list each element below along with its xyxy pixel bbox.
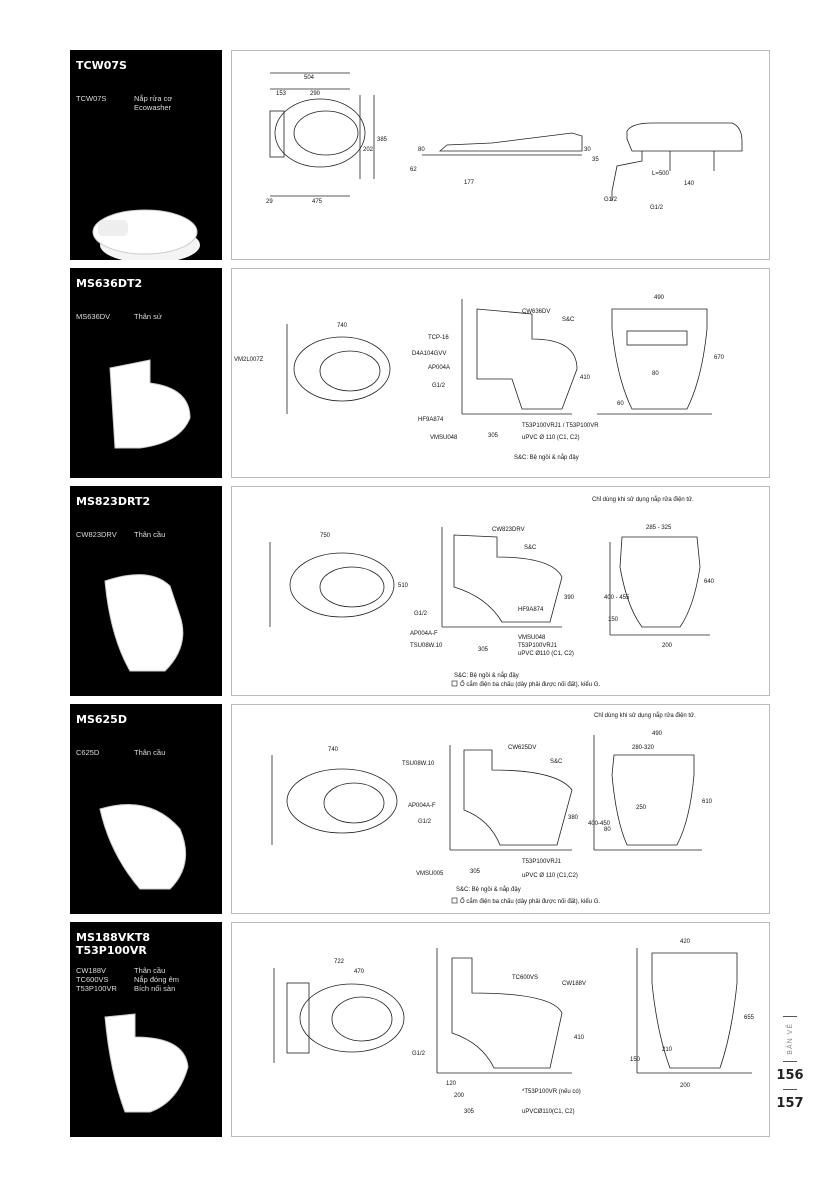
dim-label: CW636DV — [522, 309, 551, 315]
dim-label: TCP-16 — [428, 335, 449, 341]
drawing-note: S&C: Bệ ngồi & nắp đậy — [456, 887, 521, 893]
part-desc: Nắp rửa cơ Ecowasher — [134, 94, 173, 112]
product-code: MS823DRT2 — [76, 495, 151, 508]
page-number: 157 — [776, 1095, 804, 1111]
product-code: TCW07S — [76, 59, 127, 72]
dim-label: 655 — [744, 1015, 755, 1021]
dim-label: 740 — [337, 323, 348, 329]
product-photo-panel — [70, 704, 222, 914]
dim-label: 150 — [630, 1057, 641, 1063]
dim-label: 200 — [662, 643, 673, 649]
dim-label: G1/2 — [414, 611, 428, 617]
dim-label: 120 — [446, 1081, 457, 1087]
dim-label: G1/2 — [604, 197, 618, 203]
dim-label: uPVC Ø110 (C1, C2) — [518, 651, 574, 657]
product-photo — [70, 50, 222, 260]
technical-drawing — [232, 51, 771, 261]
dim-label: 610 — [702, 799, 713, 805]
page-number: 156 — [776, 1067, 804, 1083]
part-desc: Bích nối sàn — [134, 984, 176, 993]
dim-label: TC600VS — [512, 975, 539, 981]
dim-label: G1/2 — [418, 819, 432, 825]
product-code: MS625D — [76, 713, 127, 726]
dim-label: 250 — [636, 805, 647, 811]
dim-label: 490 — [652, 731, 663, 737]
dim-label: 400-450 — [588, 821, 611, 827]
dim-label: 750 — [320, 533, 331, 539]
divider — [783, 1061, 797, 1062]
dim-label: G1/2 — [650, 205, 664, 211]
dim-label: 80 — [604, 827, 611, 833]
dim-label: AP004A-F — [408, 803, 436, 809]
dim-label: 640 — [704, 579, 715, 585]
dim-label: 420 — [680, 939, 691, 945]
dim-label: AP004A — [428, 365, 451, 371]
dim-label: HF9A874 — [518, 607, 544, 613]
product-code: MS188VKT8 T53P100VR — [76, 931, 151, 957]
dim-label: G1/2 — [432, 383, 446, 389]
technical-drawing — [232, 923, 771, 1138]
product-photo — [70, 922, 222, 1137]
dim-label: 722 — [334, 959, 345, 965]
dim-label: 177 — [464, 180, 475, 186]
dim-label: AP004A-F — [410, 631, 438, 637]
part-code: T53P100VR — [76, 984, 117, 993]
part-desc: Nắp đóng êm — [134, 975, 180, 984]
dim-label: 380 — [568, 815, 579, 821]
dim-label: 140 — [684, 181, 695, 187]
dim-label: 305 — [470, 869, 481, 875]
technical-drawing — [232, 269, 771, 479]
dim-label: VM2L007Z — [234, 357, 264, 363]
dim-label: HF9A874 — [418, 417, 444, 423]
dim-label: 200 — [454, 1093, 465, 1099]
dim-label: G1/2 — [412, 1051, 426, 1057]
page-sidebar — [775, 1010, 805, 1111]
dim-label: 305 — [478, 647, 489, 653]
part-code: CW188V — [76, 966, 107, 975]
dim-label: CW188V — [562, 981, 587, 987]
product-photo-panel — [70, 50, 222, 260]
product-photo-panel — [70, 268, 222, 478]
drawing-note: S&C: Bệ ngồi & nắp đậy — [514, 455, 579, 461]
product-row-ms188vkt8 — [70, 922, 770, 1137]
dim-label: 305 — [488, 433, 499, 439]
drawing-note: Chỉ dùng khi sử dụng nắp rửa điện tử. — [594, 713, 696, 719]
drawing-frame — [231, 922, 770, 1137]
drawing-note: Ổ cắm điện ba chấu (dây phải được nối đất), kiểu G. — [460, 899, 601, 905]
dim-label: 153 — [276, 91, 287, 97]
dim-label: 410 — [574, 1035, 585, 1041]
dim-label: 150 — [608, 617, 619, 623]
product-row-ms823drt2 — [70, 486, 770, 696]
part-desc: Thân cầu — [134, 530, 166, 539]
dim-label: VMSU048 — [518, 635, 546, 641]
dim-label: 29 — [266, 199, 273, 205]
part-desc: Thân cầu — [134, 748, 166, 757]
dim-label: L=500 — [652, 171, 669, 177]
socket-icon — [452, 681, 457, 686]
dim-label: uPVC Ø 110 (C1, C2) — [522, 435, 580, 441]
socket-icon — [452, 898, 457, 903]
dim-label: S&C — [550, 759, 563, 765]
dim-label: 740 — [328, 747, 339, 753]
part-code: C625D — [76, 748, 100, 757]
technical-drawing — [232, 487, 771, 697]
dim-label: 60 — [617, 401, 624, 407]
dim-label: TSU08W.10 — [410, 643, 443, 649]
dim-label: T53P100VRJ1 / T53P100VR — [522, 423, 599, 429]
product-photo — [70, 704, 222, 914]
dim-label: 490 — [654, 295, 665, 301]
dim-label: 390 — [564, 595, 575, 601]
dim-label: *T53P100VR (nếu có) — [522, 1089, 581, 1095]
dim-label: VMSU005 — [416, 871, 444, 877]
part-desc: Thân cầu — [134, 966, 166, 975]
part-code: CW823DRV — [76, 530, 117, 539]
dim-label: 290 — [310, 91, 321, 97]
dim-label: 305 — [464, 1109, 475, 1115]
dim-label: 470 — [354, 969, 365, 975]
dim-label: S&C — [562, 317, 575, 323]
dim-label: CW625DV — [508, 745, 537, 751]
dim-label: T53P100VRJ1 — [522, 859, 562, 865]
part-desc: Thân sứ — [134, 312, 162, 321]
technical-drawing — [232, 705, 771, 915]
product-row-tcw07s — [70, 50, 770, 260]
dim-label: S&C — [524, 545, 537, 551]
dim-label: 80 — [418, 147, 425, 153]
drawing-note: Chỉ dùng khi sử dụng nắp rửa điện tử. — [592, 497, 694, 503]
dim-label: 400 - 455 — [604, 595, 630, 601]
dim-label: 285 - 325 — [646, 525, 672, 531]
drawing-frame — [231, 268, 770, 478]
drawing-note: S&C: Bệ ngồi & nắp đậy — [454, 673, 519, 679]
dim-label: D4A104GVV — [412, 351, 447, 357]
dim-label: 30 — [584, 147, 591, 153]
section-label: BẢN VẼ — [786, 1023, 794, 1055]
dim-label: uPVC Ø 110 (C1,C2) — [522, 873, 578, 879]
dim-label: 80 — [652, 371, 659, 377]
product-row-ms625d — [70, 704, 770, 914]
drawing-frame — [231, 486, 770, 696]
divider — [783, 1016, 797, 1017]
dim-label: 210 — [662, 1047, 673, 1053]
dim-label: 35 — [592, 157, 599, 163]
dim-label: 670 — [714, 355, 725, 361]
dim-label: CW823DRV — [492, 527, 525, 533]
drawing-frame — [231, 704, 770, 914]
product-photo — [70, 486, 222, 696]
dim-label: VMSU048 — [430, 435, 458, 441]
part-code: TCW07S — [76, 94, 107, 103]
drawing-note: Ổ cắm điện ba chấu (dây phải được nối đất), kiểu G. — [460, 682, 601, 688]
dim-label: 475 — [312, 199, 323, 205]
dim-label: 280-320 — [632, 745, 655, 751]
dim-label: TSU08W.10 — [402, 761, 435, 767]
dim-label: 202 — [363, 147, 374, 153]
dim-label: 504 — [304, 75, 315, 81]
part-code: TC600VS — [76, 975, 109, 984]
product-photo-panel — [70, 486, 222, 696]
product-code: MS636DT2 — [76, 277, 143, 290]
dim-label: T53P100VRJ1 — [518, 643, 558, 649]
dim-label: 410 — [580, 375, 591, 381]
part-code: MS636DV — [76, 312, 111, 321]
product-photo-panel — [70, 922, 222, 1137]
dim-label: 62 — [410, 167, 417, 173]
product-photo — [70, 268, 222, 478]
product-row-ms636dt2 — [70, 268, 770, 478]
dim-label: 510 — [398, 583, 409, 589]
drawing-frame — [231, 50, 770, 260]
dim-label: 385 — [377, 137, 388, 143]
divider — [783, 1089, 797, 1090]
dim-label: 200 — [680, 1083, 691, 1089]
dim-label: uPVCØ110(C1, C2) — [522, 1109, 575, 1115]
